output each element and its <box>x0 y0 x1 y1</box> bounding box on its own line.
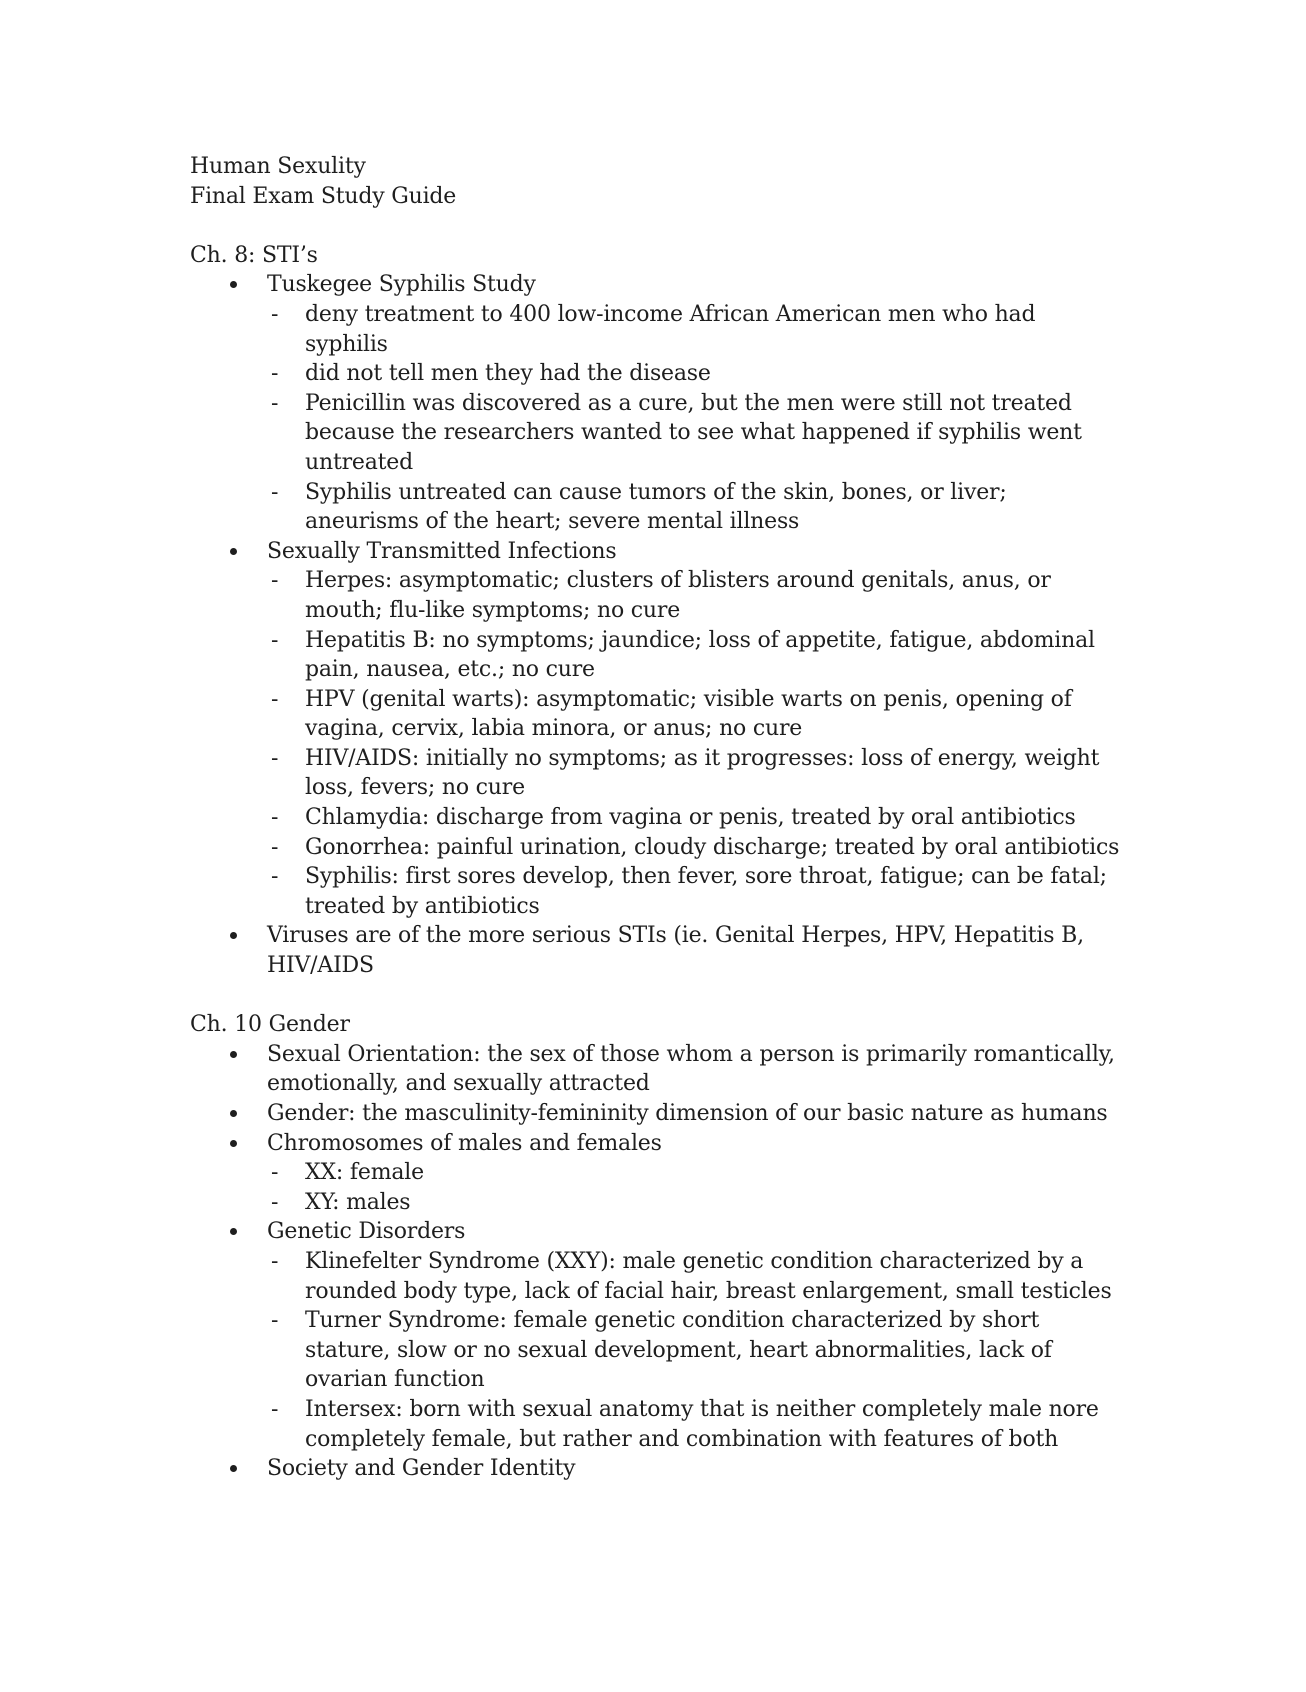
bullet-text: Genetic Disorders <box>267 1219 466 1245</box>
text-line: because the researchers wanted to see what happened if syphilis went <box>305 420 1082 446</box>
text-line: untreated <box>305 449 413 475</box>
text-line: Penicillin was discovered as a cure, but the men were still not treated <box>305 390 1072 416</box>
sub-list <box>267 1158 1150 1217</box>
sub-item <box>267 685 1150 744</box>
text-line: treated by antibiotics <box>305 893 540 919</box>
dash-icon: - <box>271 627 279 653</box>
sub-item <box>267 1247 1150 1306</box>
sub-item-text <box>305 300 1150 359</box>
dash-icon: - <box>271 568 279 594</box>
bullet-icon <box>230 932 237 939</box>
sub-list <box>267 300 1150 537</box>
section-heading: Ch. 10 Gender <box>190 1012 350 1038</box>
sub-item <box>267 300 1150 359</box>
bullet-icon <box>230 548 237 555</box>
text-line: HIV/AIDS: initially no symptoms; as it progresses: loss of energy, weight <box>305 745 1100 771</box>
bullet-item <box>230 270 1150 536</box>
bullet-icon <box>230 1228 237 1235</box>
text-line: Viruses are of the more serious STIs (ie. Genital Herpes, HPV, Hepatitis B, <box>267 923 1084 949</box>
sub-item-text <box>305 566 1150 625</box>
dash-icon: - <box>271 1308 279 1334</box>
sub-item-text: Gonorrhea: painful urination, cloudy discharge; treated by oral antibiotics <box>305 834 1120 860</box>
bullet-icon <box>230 1465 237 1472</box>
text-line: Klinefelter Syndrome (XXY): male genetic condition characterized by a <box>305 1248 1084 1274</box>
sub-item <box>267 803 1150 833</box>
sub-item <box>267 1188 1150 1218</box>
dash-icon: - <box>271 686 279 712</box>
dash-icon: - <box>271 805 279 831</box>
section-heading: Ch. 8: STI’s <box>190 242 318 268</box>
sub-item-text <box>305 626 1150 685</box>
text-line: Herpes: asymptomatic; clusters of blisters around genitals, anus, or <box>305 568 1051 594</box>
spacer <box>190 211 1150 241</box>
bullet-item <box>230 1129 1150 1218</box>
bullet-item <box>230 1040 1150 1099</box>
bullet-icon <box>230 1140 237 1147</box>
dash-icon: - <box>271 361 279 387</box>
dash-icon: - <box>271 1189 279 1215</box>
bullet-icon <box>230 1110 237 1117</box>
text-line: Hepatitis B: no symptoms; jaundice; loss of appetite, fatigue, abdominal <box>305 627 1095 653</box>
text-line: Sexual Orientation: the sex of those whom a person is primarily romantically, <box>267 1041 1115 1067</box>
bullet-item <box>230 1217 1150 1454</box>
text-line: rounded body type, lack of facial hair, breast enlargement, small testicles <box>305 1278 1112 1304</box>
text-line: ovarian function <box>305 1367 485 1393</box>
sub-item <box>267 359 1150 389</box>
bullet-item <box>230 921 1150 980</box>
bullet-item <box>230 1454 1150 1484</box>
text-line: Turner Syndrome: female genetic condition characterized by short <box>305 1308 1040 1334</box>
text-line: Syphilis: first sores develop, then fever, sore throat, fatigue; can be fatal; <box>305 864 1107 890</box>
text-line: completely female, but rather and combination with features of both <box>305 1426 1059 1452</box>
bullet-item <box>230 1099 1150 1129</box>
bullet-item <box>230 537 1150 922</box>
bullet-text: Gender: the masculinity-femininity dimension of our basic nature as humans <box>267 1101 1108 1126</box>
sub-item <box>267 744 1150 803</box>
bullet-text <box>267 921 1150 980</box>
sub-item-text: Chlamydia: discharge from vagina or penis, treated by oral antibiotics <box>305 805 1076 831</box>
bullet-text: Tuskegee Syphilis Study <box>267 272 536 298</box>
sub-list <box>267 566 1150 921</box>
sub-item-text <box>305 744 1150 803</box>
text-line: deny treatment to 400 low-income African American men who had <box>305 301 1036 327</box>
bullet-list <box>190 1040 1150 1484</box>
text-line: pain, nausea, etc.; no cure <box>305 657 595 683</box>
bullet-list <box>190 270 1150 980</box>
bullet-icon <box>230 281 237 288</box>
sub-item <box>267 1395 1150 1454</box>
text-line: vagina, cervix, labia minora, or anus; no cure <box>305 716 803 742</box>
sub-item <box>267 389 1150 478</box>
dash-icon: - <box>271 864 279 890</box>
dash-icon: - <box>271 1160 279 1186</box>
text-line: Syphilis untreated can cause tumors of the skin, bones, or liver; <box>305 479 1007 505</box>
sub-item-text <box>305 1395 1150 1454</box>
text-line: aneurisms of the heart; severe mental illness <box>305 509 800 535</box>
dash-icon: - <box>271 834 279 860</box>
sub-item <box>267 626 1150 685</box>
bullet-text: Sexually Transmitted Infections <box>267 538 617 564</box>
sub-item <box>267 478 1150 537</box>
sub-item <box>267 1306 1150 1395</box>
sub-item-text <box>305 389 1150 478</box>
sub-item-text <box>305 685 1150 744</box>
dash-icon: - <box>271 479 279 505</box>
spacer <box>190 981 1150 1011</box>
sub-item <box>267 833 1150 863</box>
bullet-text <box>267 1040 1150 1099</box>
dash-icon: - <box>271 301 279 327</box>
bullet-icon <box>230 1051 237 1058</box>
text-line: HPV (genital warts): asymptomatic; visible warts on penis, opening of <box>305 686 1072 712</box>
sub-item-text: XY: males <box>305 1189 411 1215</box>
sub-item-text <box>305 1306 1150 1395</box>
sub-item-text <box>305 478 1150 537</box>
sub-item <box>267 862 1150 921</box>
bullet-text: Society and Gender Identity <box>267 1456 576 1482</box>
sub-item <box>267 566 1150 625</box>
document-page <box>190 152 1150 1484</box>
sub-item-text: did not tell men they had the disease <box>305 361 711 387</box>
sub-list <box>267 1247 1150 1454</box>
text-line: HIV/AIDS <box>267 953 374 979</box>
sub-item-text <box>305 862 1150 921</box>
sub-item-text <box>305 1247 1150 1306</box>
document-subtitle: Final Exam Study Guide <box>190 183 457 209</box>
text-line: syphilis <box>305 331 388 357</box>
text-line: stature, slow or no sexual development, heart abnormalities, lack of <box>305 1337 1052 1363</box>
sub-item <box>267 1158 1150 1188</box>
dash-icon: - <box>271 390 279 416</box>
bullet-text: Chromosomes of males and females <box>267 1130 662 1156</box>
dash-icon: - <box>271 745 279 771</box>
text-line: loss, fevers; no cure <box>305 775 525 801</box>
text-line: emotionally, and sexually attracted <box>267 1071 650 1097</box>
text-line: Intersex: born with sexual anatomy that is neither completely male nore <box>305 1396 1099 1422</box>
text-line: mouth; flu-like symptoms; no cure <box>305 597 681 623</box>
document-title: Human Sexulity <box>190 154 366 179</box>
sub-item-text: XX: female <box>305 1160 424 1186</box>
dash-icon: - <box>271 1248 279 1274</box>
dash-icon: - <box>271 1396 279 1422</box>
